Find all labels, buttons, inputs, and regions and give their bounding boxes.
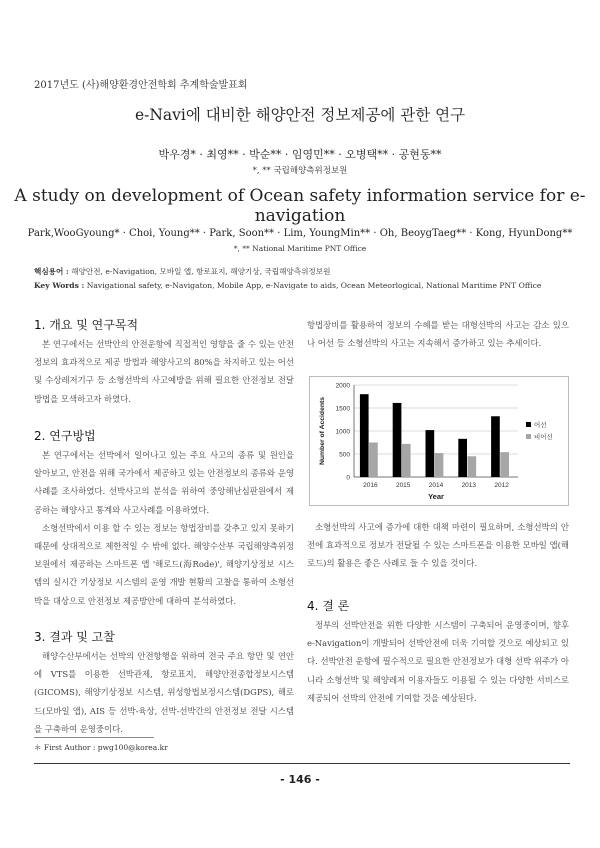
conference-name: 2017년도 (사)해양환경안전학회 추계학술발표회 xyxy=(34,80,248,91)
keywords-english-label: Key Words : xyxy=(34,281,85,290)
keywords-korean-text: 해양안전, e-Navigation, 모바일 앱, 항로표지, 해양기상, 국립해양측위정보원 xyxy=(71,267,331,276)
keywords-korean xyxy=(34,266,330,277)
section-2-heading: 2. 연구방법 xyxy=(34,429,96,443)
chart-x-tick-label: 2012 xyxy=(494,482,509,489)
section-3-paragraph-right-1: 항법장비를 활용하여 정보의 수혜를 받는 대형선박의 사고는 감소 있으나 어선 등 소형선박의 사고는 지속해서 증가하고 있는 추세이다. xyxy=(307,320,569,349)
section-2-paragraph-1: 본 연구에서는 선박에서 일어나고 있는 주요 사고의 종류 및 원인을 알아보고, 안전을 위해 국가에서 제공하고 있는 안전정보의 종류와 운영사례를 조사하였다. 선박사고의 분석을 위하여 중앙해난심판원에서 제공하는 해양사고 통계와 사고사례를 이용하였다. xyxy=(34,450,294,515)
section-1-paragraph: 본 연구에서는 선박안의 안전운항에 직접적인 영향을 줄 수 있는 안전정보의 효과적으로 제공 방법과 해양사고의 80%을 차지하고 있는 어선 및 수상레저기구 등 소형선박의 사고예방을 위해 필요한 안전정보 전달 방법을 모색하고자 하였다. xyxy=(34,339,294,404)
affiliation-english: *, ** National Maritime PNT Office xyxy=(233,244,367,253)
authors-english: Park,WooGyoung* · Choi, Young** · Park, Soon** · Lim, YoungMin** · Oh, BeoygTaeg** · Kong, HyunDong** xyxy=(27,228,573,239)
authors-korean: 박우경* · 최영** · 박순** · 임영민** · 오병택** · 공현동** xyxy=(158,148,442,161)
chart-bar-fishing xyxy=(458,439,467,477)
accident-chart-frame xyxy=(309,376,569,506)
section-3-paragraph-right-2: 소형선박의 사고에 증가에 대한 대책 마련이 필요하며, 소형선박의 안전에 효과적으로 정보가 전달될 수 있는 스마트폰을 이용한 모바일 앱(해로드)의 활용은 좋은 사례로 들 수 있을 것이다. xyxy=(307,522,569,569)
section-3 xyxy=(34,628,294,738)
chart-legend-swatch xyxy=(526,434,531,439)
section-1-heading: 1. 개요 및 연구목적 xyxy=(34,318,139,332)
page-footer-divider xyxy=(34,763,570,764)
chart-bar-fishing xyxy=(426,430,435,477)
section-4 xyxy=(307,597,569,707)
chart-legend-swatch xyxy=(526,422,531,427)
footnote-divider xyxy=(34,737,154,738)
section-2-paragraph-2: 소형선박에서 이용 할 수 있는 정보는 항법장비를 갖추고 있지 못하기 때문에 상대적으로 제한적일 수 밖에 없다. 해양수산부 국립해양측위정보원에서 제공하는 스마트폰 앱 '해로드(海Rode)', 해양기상정보 시스템의 실시간 기상정보 시스템의 운영 개발 현황의 고찰을 통하여 소형선박을 대상으로 안전정보 제공방안에 대하여 분석하였다. xyxy=(34,522,294,606)
page-number: - 146 - xyxy=(280,773,320,786)
chart-x-tick-label: 2016 xyxy=(363,482,378,489)
section-3-paragraph-1: 해양수산부에서는 선박의 안전항행을 위하여 전국 주요 항만 및 연안에 VTS를 이용한 선박관제, 항로표지, 해양안전종합정보시스템(GICOMS), 해양기상정보 시스템, 위성항법보정시스템(DGPS), 해로드(모바일 앱), AIS 등 선박-육상, 선박-선박간의 안전정보 전달 시스템을 구축하여 운영중이다. xyxy=(34,651,294,734)
section-4-heading: 4. 결 론 xyxy=(307,599,350,613)
accident-bar-chart xyxy=(310,377,568,505)
chart-legend-label: 어선 xyxy=(534,422,547,429)
chart-y-axis-label: Number of Accidents xyxy=(319,396,326,466)
paper-title-english: A study on development of Ocean safety information service for e-navigation xyxy=(14,186,586,226)
chart-bar-fishing xyxy=(491,416,500,477)
chart-x-tick-label: 2014 xyxy=(428,482,444,489)
paper-title-korean: e-Navi에 대비한 해양안전 정보제공에 관한 연구 xyxy=(134,106,466,124)
affiliation-korean: *, ** 국립해양측위정보원 xyxy=(252,166,348,176)
chart-x-tick-label: 2013 xyxy=(461,482,477,489)
chart-x-axis-label: Year xyxy=(428,492,444,501)
chart-legend-label: 비어선 xyxy=(534,434,553,441)
chart-y-tick-label: 500 xyxy=(339,451,350,459)
footnote: ＊ First Author : pwg100@korea.kr xyxy=(34,743,168,752)
chart-x-tick-label: 2015 xyxy=(395,482,411,489)
chart-bar-non-fishing xyxy=(467,456,476,477)
chart-bar-non-fishing xyxy=(402,444,411,477)
chart-bar-fishing xyxy=(393,403,402,477)
chart-y-tick-label: 1000 xyxy=(335,428,350,436)
chart-bar-fishing xyxy=(360,394,369,477)
section-3-heading: 3. 결과 및 고찰 xyxy=(34,630,115,644)
section-3-continued xyxy=(307,316,569,352)
chart-y-tick-label: 0 xyxy=(346,474,350,482)
section-4-paragraph: 정부의 선박안전을 위한 다양한 시스템이 구축되어 운영중이며, 향후 e-Navigation이 개발되어 선박안전에 더욱 기여할 것으로 예상되고 있다. 선박안전 운항에 필수적으로 필요한 안전정보가 대형 선박 위주가 아니라 소형선박 및 해양레저 이용자들도 이용될 수 있는 다양한 서비스로 제공되어 선박의 안전에 기여할 것을 예상된다. xyxy=(307,620,569,703)
chart-bar-non-fishing xyxy=(435,453,444,477)
chart-y-tick-label: 1500 xyxy=(335,405,350,413)
section-3-conclusion xyxy=(307,518,569,573)
chart-bar-non-fishing xyxy=(500,452,509,477)
keywords-korean-label: 핵심용어 : xyxy=(34,267,69,276)
keywords-english xyxy=(34,281,541,290)
section-1 xyxy=(34,316,294,408)
section-2 xyxy=(34,427,294,610)
chart-y-tick-label: 2000 xyxy=(335,382,350,390)
keywords-english-text: Navigational safety, e-Navigaton, Mobile App, e-Navigate to aids, Ocean Meteorlogical, National Maritime PNT Office xyxy=(86,281,542,290)
chart-bar-non-fishing xyxy=(369,443,378,478)
